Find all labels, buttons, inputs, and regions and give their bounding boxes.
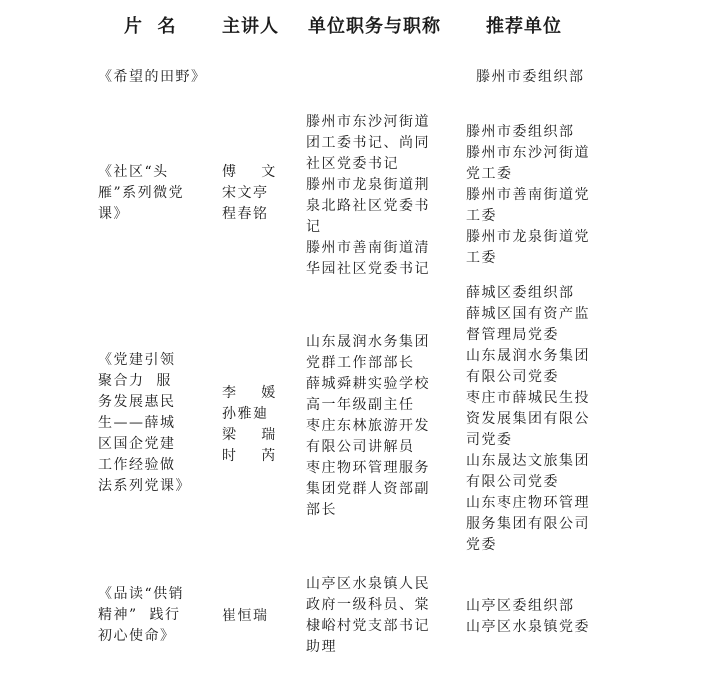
recommender-line: 山亭区委组织部 [466,598,575,614]
position-line: 高一年级副主任 [306,397,415,413]
recommender-line: 资发展集团有限公 [466,411,590,427]
header-film-title: 片 名 [124,16,177,37]
row-4-recommenders [466,596,626,638]
header-recommender: 推荐单位 [486,16,562,37]
film-line: 聚合力 服 [98,373,172,389]
position-line: 山东晟润水务集团 [306,334,430,350]
speaker-name: 程春铭 [222,206,269,222]
row-3-film [98,350,210,497]
row-4-film [98,584,210,647]
speaker-name: 李 媛 [222,385,277,401]
position-line: 滕州市龙泉街道荆 [306,177,430,193]
row-1-film [98,67,210,88]
speaker-name: 宋文亭 [222,185,269,201]
row-4-speakers [222,606,286,627]
row-3-recommenders [466,283,626,556]
recommender-line: 滕州市委组织部 [466,124,575,140]
film-line: 生——薛城 [98,415,176,431]
recommender-line: 山亭区水泉镇党委 [466,619,590,635]
speaker-name: 孙雅廸 [222,406,269,422]
recommender-line: 服务集团有限公司 [466,516,590,532]
speaker-name: 梁 瑞 [222,427,277,443]
header-speaker: 主讲人 [222,16,279,37]
position-line: 集团党群人资部副 [306,481,430,497]
recommender-line: 党委 [466,537,497,553]
position-line: 团工委书记、尚同 [306,135,430,151]
film-line: 工作经验做 [98,457,176,473]
row-2-recommenders [466,122,626,269]
recommender-line: 有限公司党委 [466,474,559,490]
film-line: 《品读“供销 [98,586,185,602]
position-line: 薛城舜耕实验学校 [306,376,430,392]
row-2-positions [306,112,456,280]
row-1-recommenders [476,67,636,88]
speaker-name: 时 芮 [222,448,277,464]
film-line: 课》 [98,206,129,222]
position-line: 滕州市东沙河街道 [306,114,430,130]
recommender-line: 有限公司党委 [466,369,559,385]
position-line: 枣庄东林旅游开发 [306,418,430,434]
film-line: 《社区“头 [98,164,169,180]
recommender-line: 薛城区委组织部 [466,285,575,301]
row-3-speakers [222,383,286,467]
position-line: 枣庄物环管理服务 [306,460,430,476]
recommender-line: 薛城区国有资产监 [466,306,590,322]
position-line: 助理 [306,639,337,655]
recommender-line: 滕州市东沙河街道 [466,145,590,161]
recommender-line: 司党委 [466,432,513,448]
position-line: 泉北路社区党委书 [306,198,430,214]
header-position: 单位职务与职称 [308,16,441,37]
recommender-line: 山东晟润水务集团 [466,348,590,364]
recommender-line: 工委 [466,208,497,224]
recommender-line: 山东晟达文旅集团 [466,453,590,469]
speaker-name: 崔恒瑞 [222,608,269,624]
position-line: 滕州市善南街道清 [306,240,430,256]
row-3-positions [306,332,456,521]
film-line: 雁”系列微党 [98,185,185,201]
film-line: 法系列党课》 [98,478,191,494]
film-line: 《希望的田野》 [98,69,207,85]
recommender-line: 滕州市善南街道党 [466,187,590,203]
recommender-line: 滕州市委组织部 [476,69,585,85]
position-line: 部长 [306,502,337,518]
position-line: 政府一级科员、棠 [306,597,430,613]
recommender-line: 督管理局党委 [466,327,559,343]
recommender-line: 党工委 [466,166,513,182]
row-2-speakers [222,162,286,225]
position-line: 山亭区水泉镇人民 [306,576,430,592]
position-line: 有限公司讲解员 [306,439,415,455]
position-line: 华园社区党委书记 [306,261,430,277]
row-2-film [98,162,210,225]
film-line: 务发展惠民 [98,394,176,410]
position-line: 党群工作部部长 [306,355,415,371]
position-line: 社区党委书记 [306,156,399,172]
recommender-line: 山东枣庄物环管理 [466,495,590,511]
speaker-name: 傅 文 [222,164,277,180]
position-line: 棣峪村党支部书记 [306,618,430,634]
row-4-positions [306,574,456,658]
film-line: 区国企党建 [98,436,176,452]
film-line: 《党建引领 [98,352,176,368]
recommender-line: 工委 [466,250,497,266]
recommender-line: 滕州市龙泉街道党 [466,229,590,245]
film-line: 初心使命》 [98,628,176,644]
position-line: 记 [306,219,322,235]
film-line: 精神” 践行 [98,607,181,623]
recommender-line: 枣庄市薛城民生投 [466,390,590,406]
